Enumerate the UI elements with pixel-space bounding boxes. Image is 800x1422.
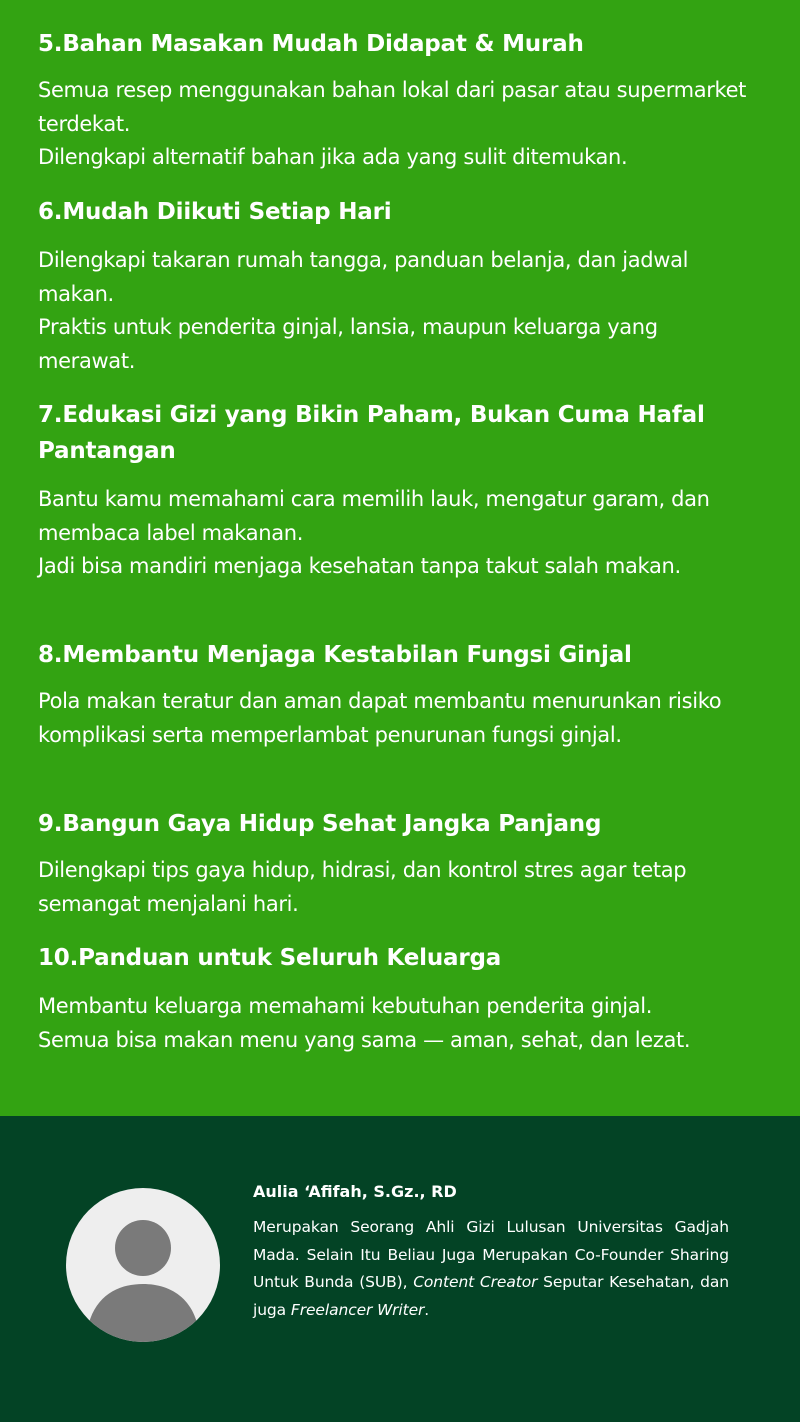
benefit-section-7 bbox=[38, 397, 758, 584]
benefit-heading: 6.Mudah Diikuti Setiap Hari bbox=[38, 199, 392, 225]
author-bio bbox=[253, 1214, 729, 1324]
author-footer bbox=[0, 1116, 800, 1422]
benefit-description: Semua resep menggunakan bahan lokal dari pasar atau supermarket terdekat. Dilengkapi alternatif bahan jika ada yang sulit ditemukan. bbox=[38, 78, 747, 169]
benefit-section-10 bbox=[38, 940, 758, 1057]
benefit-heading: 7.Edukasi Gizi yang Bikin Paham, Bukan Cuma Hafal Pantangan bbox=[38, 402, 705, 464]
author-name: Aulia ‘Afifah, S.Gz., RD bbox=[253, 1182, 457, 1201]
benefit-description: Pola makan teratur dan aman dapat membantu menurunkan risiko komplikasi serta memperlambat penurunan fungsi ginjal. bbox=[38, 689, 722, 747]
author-bio-text: Seputar Kesehatan, dan juga bbox=[253, 1273, 729, 1319]
benefit-description: Dilengkapi takaran rumah tangga, panduan belanja, dan jadwal makan. Praktis untuk penderita ginjal, lansia, maupun keluarga yang merawat. bbox=[38, 248, 689, 373]
benefit-heading: 8.Membantu Menjaga Kestabilan Fungsi Ginjal bbox=[38, 642, 632, 668]
author-bio-text: Merupakan Seorang Ahli Gizi Lulusan Universitas Gadjah Mada. Selain Itu Beliau Juga Merupakan Co-Founder Sharing Untuk Bunda (SUB), bbox=[253, 1218, 729, 1291]
benefit-section-8 bbox=[38, 637, 758, 752]
benefit-section-6 bbox=[38, 194, 758, 378]
benefit-heading: 9.Bangun Gaya Hidup Sehat Jangka Panjang bbox=[38, 811, 602, 837]
avatar-silhouette-icon bbox=[66, 1188, 220, 1342]
author-bio-text: . bbox=[424, 1300, 430, 1319]
benefit-description: Bantu kamu memahami cara memilih lauk, mengatur garam, dan membaca label makanan. Jadi bisa mandiri menjaga kesehatan tanpa takut salah makan. bbox=[38, 487, 710, 578]
benefit-description: Dilengkapi tips gaya hidup, hidrasi, dan kontrol stres agar tetap semangat menjalani hari. bbox=[38, 858, 687, 916]
benefit-heading: 5.Bahan Masakan Mudah Didapat & Murah bbox=[38, 31, 584, 57]
benefit-section-9 bbox=[38, 806, 758, 921]
benefit-heading: 10.Panduan untuk Seluruh Keluarga bbox=[38, 945, 502, 971]
author-bio-emphasis: Freelancer Writer bbox=[290, 1300, 425, 1319]
author-bio-emphasis: Content Creator bbox=[413, 1273, 538, 1291]
default-user-avatar-icon bbox=[66, 1188, 220, 1342]
benefit-section-5 bbox=[38, 26, 758, 175]
benefit-description: Membantu keluarga memahami kebutuhan penderita ginjal. Semua bisa makan menu yang sama — aman, sehat, dan lezat. bbox=[38, 994, 691, 1052]
